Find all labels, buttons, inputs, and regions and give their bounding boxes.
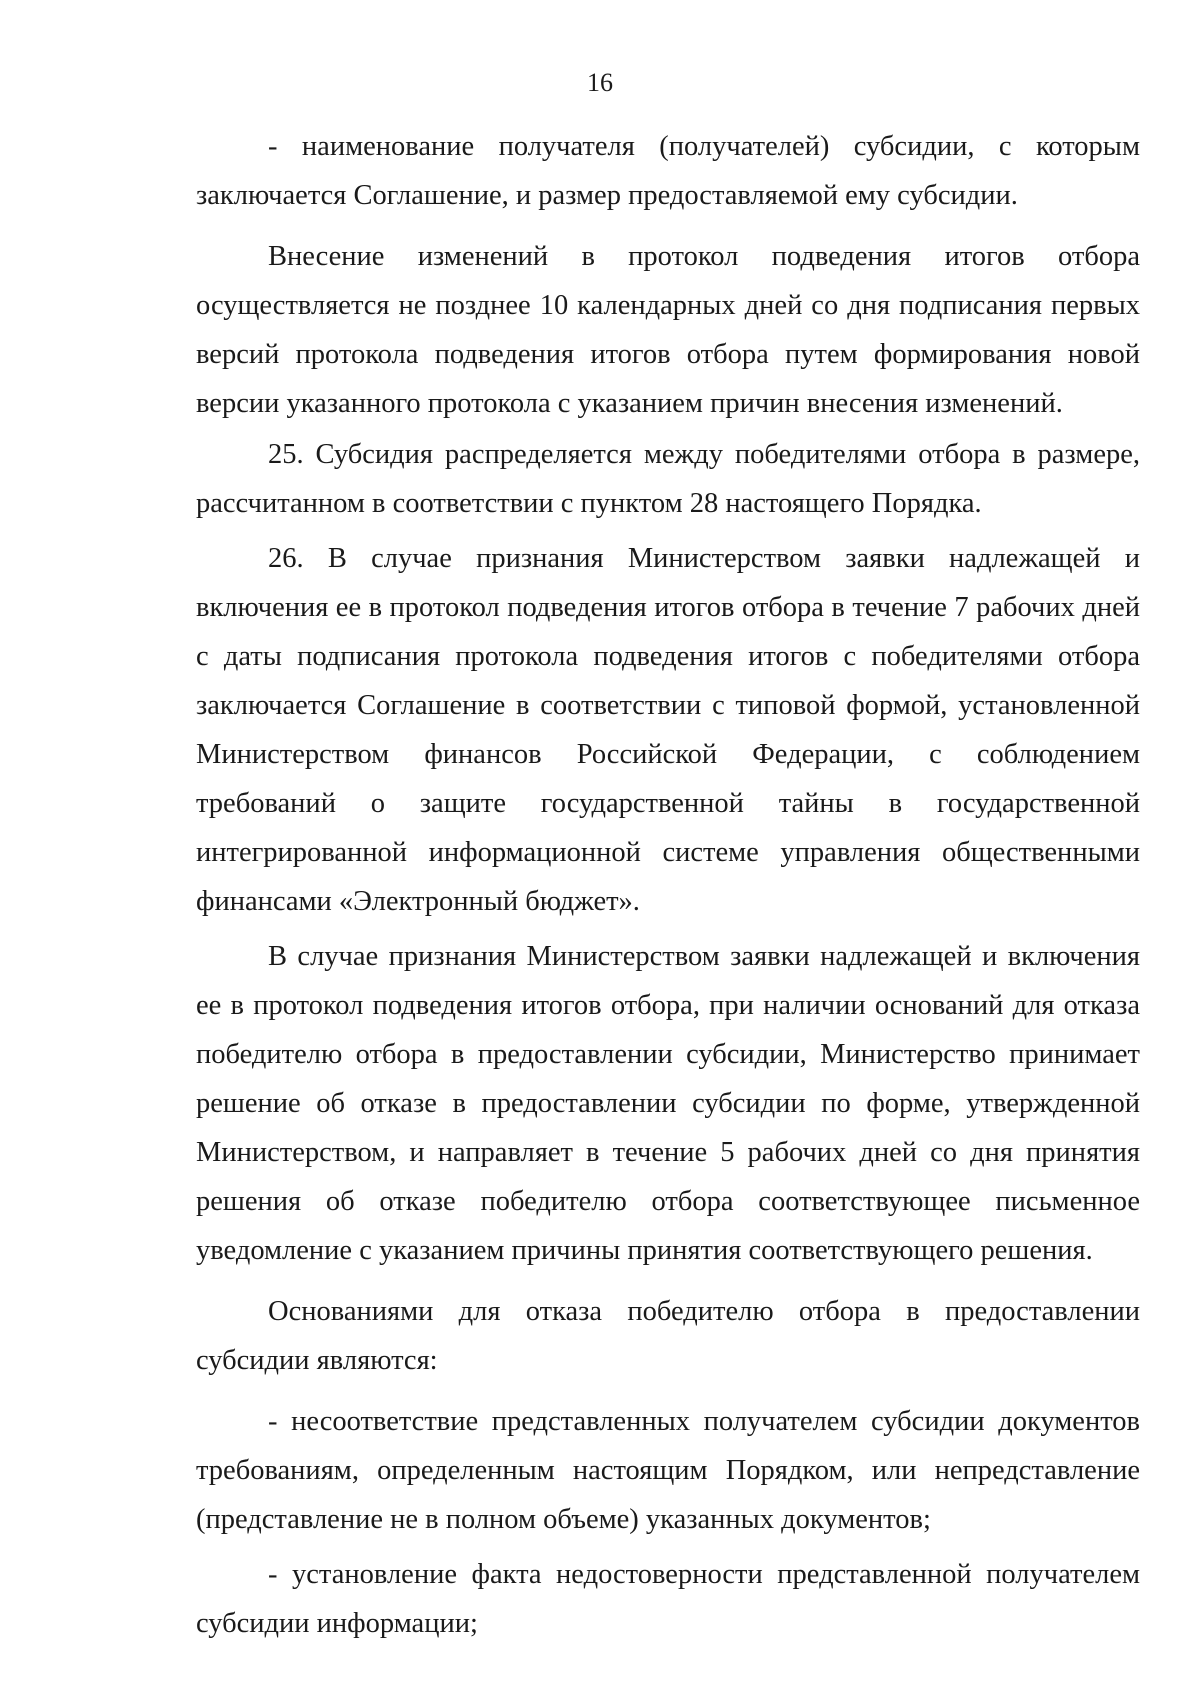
page-number: 16 bbox=[587, 68, 613, 97]
list-item-documents-mismatch: - несоответствие представленных получателем субсидии документов требованиям, определенным настоящим Порядком, или непредставление (представление не в полном объеме) указанных документов; bbox=[196, 1406, 1140, 1535]
paragraph-refusal-grounds-intro: Основаниями для отказа победителю отбора в предоставлении субсидии являются: bbox=[196, 1296, 1140, 1376]
paragraph-item-25: 25. Субсидия распределяется между победителями отбора в размере, рассчитанном в соответствии с пунктом 28 настоящего Порядка. bbox=[196, 439, 1140, 519]
paragraph-protocol-changes: Внесение изменений в протокол подведения итогов отбора осуществляется не позднее 10 календарных дней со дня подписания первых версий протокола подведения итогов отбора путем формирования новой версии указанного протокола с указанием причин внесения изменений. bbox=[196, 241, 1140, 419]
paragraph-recipient-name: - наименование получателя (получателей) субсидии, с которым заключается Соглашение, и размер предоставляемой ему субсидии. bbox=[196, 131, 1140, 211]
list-item-false-information: - установление факта недостоверности представленной получателем субсидии информации; bbox=[196, 1559, 1140, 1639]
paragraph-refusal-decision: В случае признания Министерством заявки надлежащей и включения ее в протокол подведения итогов отбора, при наличии оснований для отказа победителю отбора в предоставлении субсидии, Министерство принимает решение об отказе в предоставлении субсидии по форме, утвержденной Министерством, и направляет в течение 5 рабочих дней со дня принятия решения об отказе победителю отбора соответствующее письменное уведомление с указанием причины принятия соответствующего решения. bbox=[196, 941, 1140, 1266]
document-body bbox=[196, 122, 1140, 1648]
paragraph-item-26: 26. В случае признания Министерством заявки надлежащей и включения ее в протокол подведения итогов отбора в течение 7 рабочих дней с даты подписания протокола подведения итогов с победителями отбора заключается Соглашение в соответствии с типовой формой, установленной Министерством финансов Российской Федерации, с соблюдением требований о защите государственной тайны в государственной интегрированной информационной системе управления общественными финансами «Электронный бюджет». bbox=[196, 543, 1140, 917]
